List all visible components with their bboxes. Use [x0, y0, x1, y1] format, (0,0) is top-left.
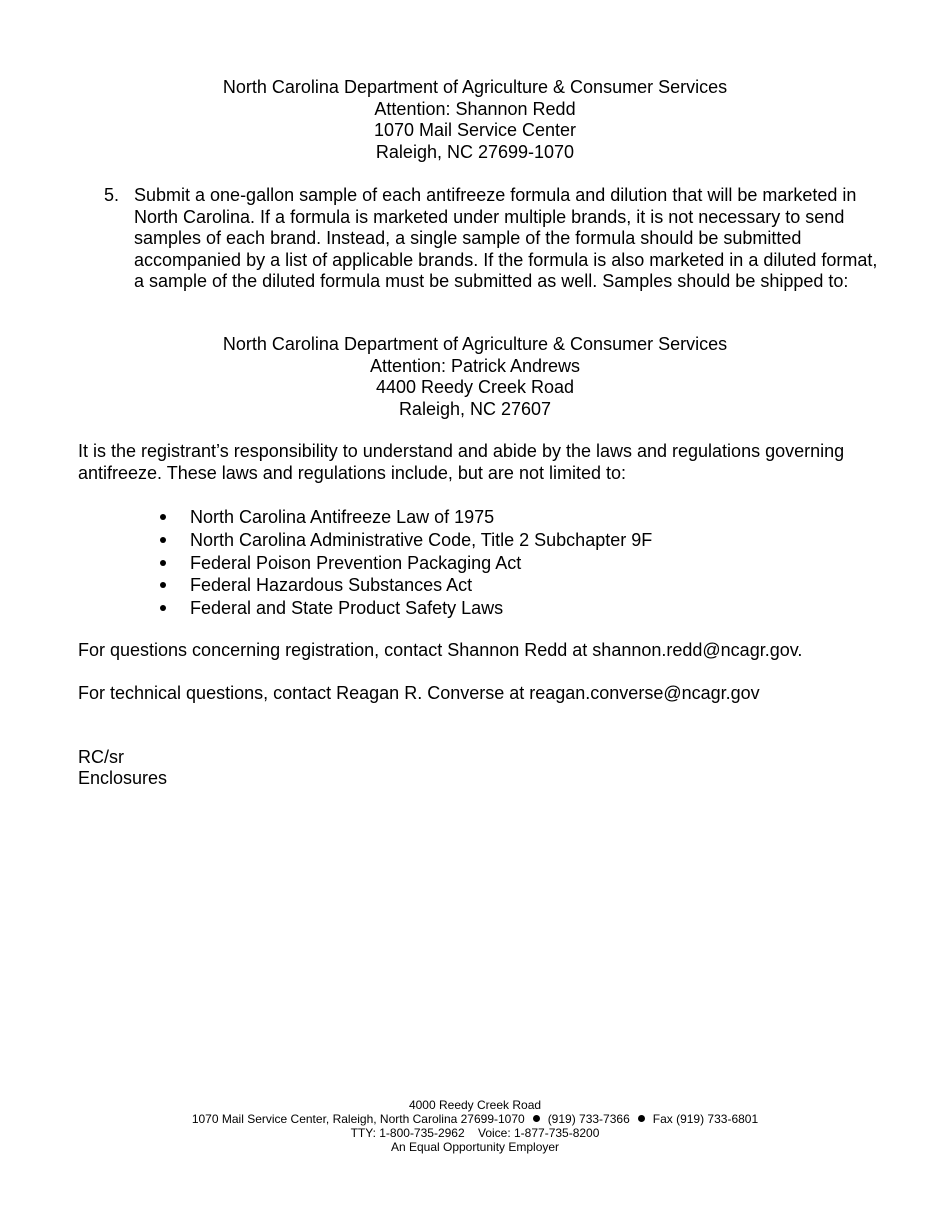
numbered-item-5	[104, 185, 884, 293]
letterhead-footer	[0, 1098, 950, 1154]
bullet-separator-icon	[638, 1115, 645, 1122]
footer-eoe: An Equal Opportunity Employer	[390, 1140, 560, 1154]
list-item-text: Federal Poison Prevention Packaging Act	[190, 552, 522, 573]
bullet-icon	[160, 537, 166, 543]
bullet-icon	[160, 582, 166, 588]
technical-contact: For technical questions, contact Reagan R. Converse at reagan.converse@ncagr.gov	[78, 683, 760, 703]
bullet-icon	[160, 605, 166, 611]
enclosures-label: Enclosures	[78, 768, 168, 788]
list-item	[158, 529, 652, 552]
address-city-state-zip: Raleigh, NC 27607	[398, 398, 552, 419]
list-item-text: North Carolina Antifreeze Law of 1975	[190, 507, 495, 527]
bullet-separator-icon	[533, 1115, 540, 1122]
bullet-icon	[160, 560, 166, 566]
address-department: North Carolina Department of Agriculture & Consumer Services	[222, 334, 728, 354]
address-city-state-zip: Raleigh, NC 27699-1070	[375, 141, 575, 162]
item-text: Submit a one-gallon sample of each antifreeze formula and dilution that will be marketed in North Carolina. If a formula is marketed under multiple brands, it is not necessary to send samples of each brand. Instead, a single sample of the formula should be submitted accompanied by a list of applicable brands. If the formula is also marketed in a diluted format, a sample of the diluted formula must be submitted as well. Samples should be shipped to:	[134, 185, 878, 291]
list-item	[158, 506, 652, 529]
footer-phone: (919) 733-7366	[547, 1112, 630, 1126]
laws-list	[158, 506, 652, 620]
registration-mailing-address	[0, 77, 950, 163]
responsibility-paragraph: It is the registrant’s responsibility to understand and abide by the laws and regulations governing antifreeze. These laws and regulations include, but are not limited to:	[78, 441, 845, 483]
address-street: 4400 Reedy Creek Road	[375, 377, 575, 397]
bullet-icon	[160, 514, 166, 520]
author-initials: RC/sr	[78, 747, 124, 767]
registration-contact: For questions concerning registration, contact Shannon Redd at shannon.redd@ncagr.gov.	[78, 640, 803, 660]
footer-fax: Fax (919) 733-6801	[652, 1112, 759, 1126]
list-item-text: North Carolina Administrative Code, Title 2 Subchapter 9F	[190, 529, 653, 550]
address-department: North Carolina Department of Agriculture & Consumer Services	[222, 77, 728, 97]
list-item	[158, 552, 652, 575]
footer-mailing-address: 1070 Mail Service Center, Raleigh, North Carolina 27699-1070	[191, 1112, 525, 1126]
sample-shipping-address	[0, 334, 950, 420]
address-attention: Attention: Shannon Redd	[374, 98, 576, 119]
address-street: 1070 Mail Service Center	[373, 120, 577, 140]
list-item	[158, 597, 652, 620]
list-item	[158, 574, 652, 597]
footer-tty-voice: TTY: 1-800-735-2962 Voice: 1-877-735-8200	[350, 1126, 600, 1140]
list-item-text: Federal Hazardous Substances Act	[190, 575, 473, 596]
footer-contact-line	[0, 1112, 950, 1126]
address-attention: Attention: Patrick Andrews	[369, 355, 581, 376]
item-number: 5.	[104, 185, 120, 205]
list-item-text: Federal and State Product Safety Laws	[190, 598, 504, 619]
footer-street: 4000 Reedy Creek Road	[408, 1098, 542, 1112]
